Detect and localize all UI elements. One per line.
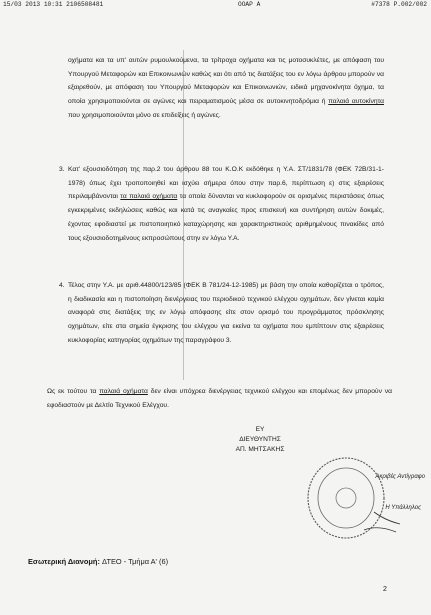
conclusion-paragraph bbox=[47, 385, 392, 412]
signature-name: ΑΠ. ΜΗΤΣΑΚΗΣ bbox=[235, 446, 285, 453]
conclusion-underlined: παλαιά οχήματα bbox=[99, 388, 148, 395]
stamp-copy-text: Ακριβές Αντίγραφο bbox=[375, 474, 425, 480]
signature-title: ΔΙΕΥΘΥΝΤΗΣ bbox=[239, 436, 281, 443]
fax-page-counter: #7378 P.002/002 bbox=[371, 1, 427, 8]
item-3-text-a: Κατ' εξουσιοδότηση της παρ.2 του άρθρου 88 του Κ.Ο.Κ εκδόθηκε η Υ.Α. ΣΤ/1831/78 (ΦΕΚ 72Β/31-1-1978) όπως έχει τροποποιηθεί και ισχύει σήμερα όπου στην παρ.6, περίπτωση ε) στις εξαιρέσεις περιλαμβάνονται bbox=[68, 166, 384, 201]
item-3-number: 3. bbox=[59, 166, 65, 173]
intro-underlined: παλαιά αυτοκίνητα bbox=[328, 98, 384, 106]
distribution-label: Εσωτερική Διανομή: bbox=[28, 557, 100, 566]
intro-paragraph bbox=[68, 54, 384, 123]
item-3-text-b: τα οποία δύνανται να κυκλοφορούν σε ορισμένες περιστάσεις όπως εγκεκριμένες εκδηλώσεις καθώς και κατά τις αναγκαίες προς επισκευή και συντήρηση αυτών δοκιμές, έχοντας εφοδιαστεί με πιστοποιητικό καταχώρησης και χαρακτηριστικούς αριθμημένους πινακίδες από τους εξουσιοδοτημένους εκπροσώπους στην εν λόγω Υ.Α. bbox=[68, 193, 384, 242]
intro-text-end: που χρησιμοποιούνται μόνο σε επιδείξεις ή αγώνες. bbox=[68, 111, 221, 119]
fax-department: ΟΟΑΡ Α bbox=[238, 1, 261, 8]
item-3-paragraph bbox=[59, 163, 384, 245]
stamp-officer-text: Η Υπάλληλος bbox=[385, 505, 421, 511]
distribution-value: ΔΤΕΟ - Τμήμα Α' (6) bbox=[101, 557, 169, 566]
fax-date-time: 15/03 2013 10:31 2106508481 bbox=[3, 1, 104, 8]
intro-text: οχήματα και τα υπ' αυτών ρυμουλκούμενα, τα τρίτροχα οχήματα και τις μοτοσυκλέτες, με απόφαση του Υπουργού Μεταφορών και Επικοινωνιών καθώς και ότι από τις διατάξεις του εν λόγω άρθρου μπορούν να εξαιρεθούν, με απόφαση του Υπουργού Μεταφορών και Επικοινωνιών, ειδικά μηχανοκίνητα όχημα, τα οποία χρησιμοποιούνται σε αγώνες και πειραματισμούς μέσα σε αυτοκινητοδρόμια ή bbox=[68, 57, 384, 106]
signature-block bbox=[200, 425, 320, 455]
signature-line-1: ΕΥ bbox=[255, 426, 265, 433]
page-number: 2 bbox=[383, 586, 387, 593]
item-3-underlined: τα παλαιά οχήματα bbox=[120, 193, 178, 201]
item-4-paragraph bbox=[59, 279, 384, 348]
internal-distribution bbox=[28, 557, 168, 566]
item-4-number: 4. bbox=[59, 282, 65, 289]
conclusion-text-a: Ως εκ τούτου τα bbox=[47, 388, 100, 395]
conclusion-text-b: δεν είναι υπόχρεα διενέργειας τεχνικού ελέγχου και επομένως δεν μπορούν να εφοδιαστούν με Δελτίο Τεχνικού Ελέγχου. bbox=[47, 388, 392, 409]
fax-header bbox=[0, 0, 431, 10]
official-seal-stamp bbox=[304, 452, 404, 544]
item-4-text: Τέλος στην Υ.Α. με αριθ.44800/123/85 (ΦΕΚ Β 781/24-12-1985) με βάση την οποία καθορίζεται ο τρόπος, η διαδικασία και η πιστοποίηση διενέργειας του περιοδικού τεχνικού ελέγχου οχημάτων, δεν γίνεται καμία αναφορά στις διατάξεις της εν λόγω απόφασης είτε στον ορισμό του προγράμματος πρόσκλησης οχημάτων, είτε στα σημεία έγκρισης του ελέγχου για εκείνα τα οχήματα που εμπίπτουν στις εξαιρέσεις κυκλοφορίας κατηγορίας οχημάτων της παραγράφου 3. bbox=[68, 282, 384, 344]
